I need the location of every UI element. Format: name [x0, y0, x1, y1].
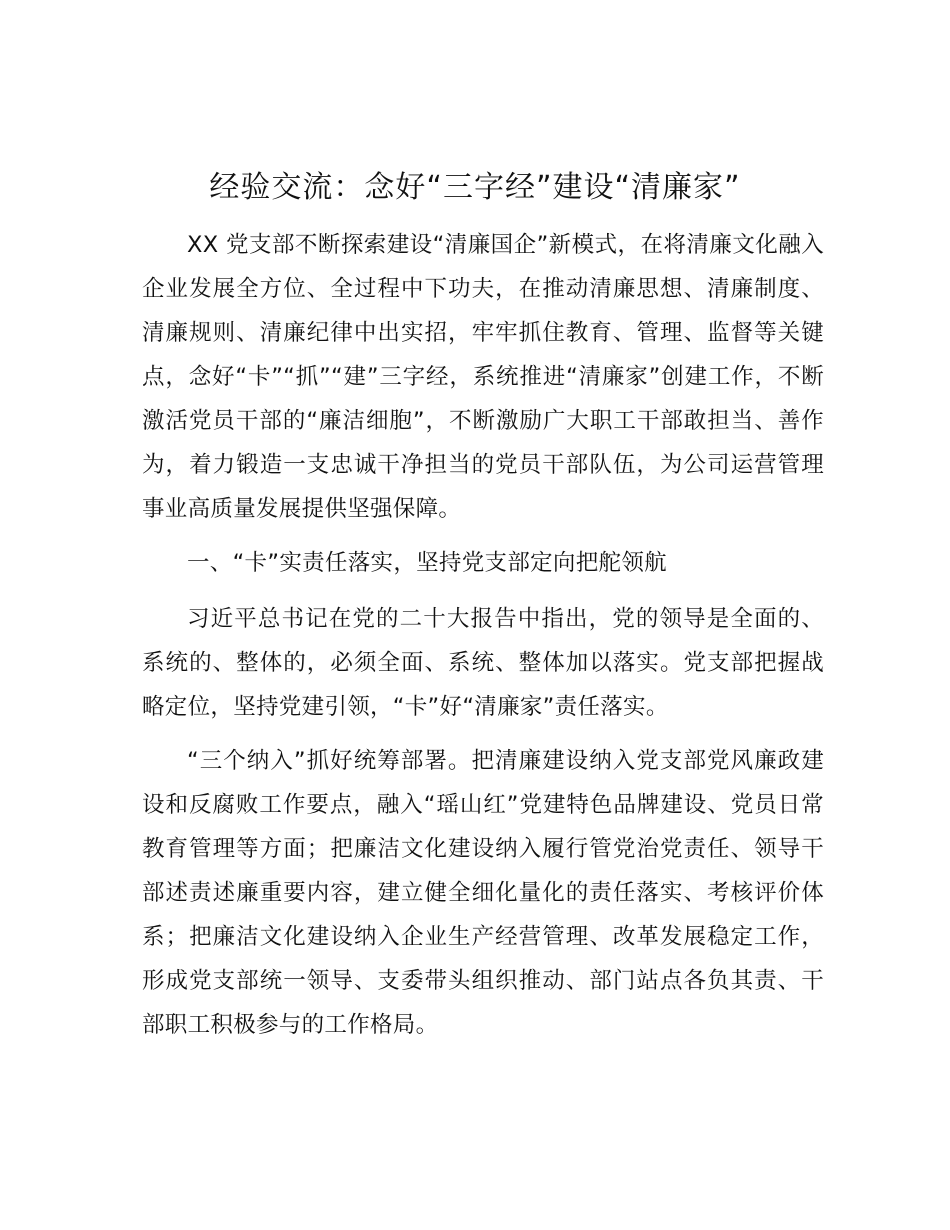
paragraph-three-inclusions: “三个纳入”抓好统筹部署。把清廉建设纳入党支部党风廉政建设和反腐败工作要点，融入“瑶山红”党建特色品牌建设、党员日常教育管理等方面；把廉洁文化建设纳入履行管党治党责任、领导干部述责述廉重要内容，建立健全细化量化的责任落实、考核评价体系；把廉洁文化建设纳入企业生产经营管理、改革发展稳定工作，形成党支部统一领导、支委带头组织推动、部门站点各负其责、干部职工积极参与的工作格局。: [142, 748, 824, 1038]
document-title: 经验交流：念好“三字经”建设“清廉家”: [209, 170, 741, 205]
document-body: [142, 223, 824, 1057]
section-heading-1: 一、“卡”实责任落实，坚持党支部定向把舵领航: [187, 550, 667, 576]
paragraph-intro: XX 党支部不断探索建设“清廉国企”新模式，在将清廉文化融入企业发展全方位、全过程中下功夫，在推动清廉思想、清廉制度、清廉规则、清廉纪律中出实招，牢牢抓住教育、管理、监督等关键点，念好“卡”“抓”“建”三字经，系统推进“清廉家”创建工作，不断激活党员干部的“廉洁细胞”，不断激励广大职工干部敢担当、善作为，着力锻造一支忠诚干净担当的党员干部队伍，为公司运营管理事业高质量发展提供坚强保障。: [142, 232, 824, 522]
paragraph-section-1-intro: 习近平总书记在党的二十大报告中指出，党的领导是全面的、系统的、整体的，必须全面、系统、整体加以落实。党支部把握战略定位，坚持党建引领，“卡”好“清廉家”责任落实。: [142, 606, 824, 720]
